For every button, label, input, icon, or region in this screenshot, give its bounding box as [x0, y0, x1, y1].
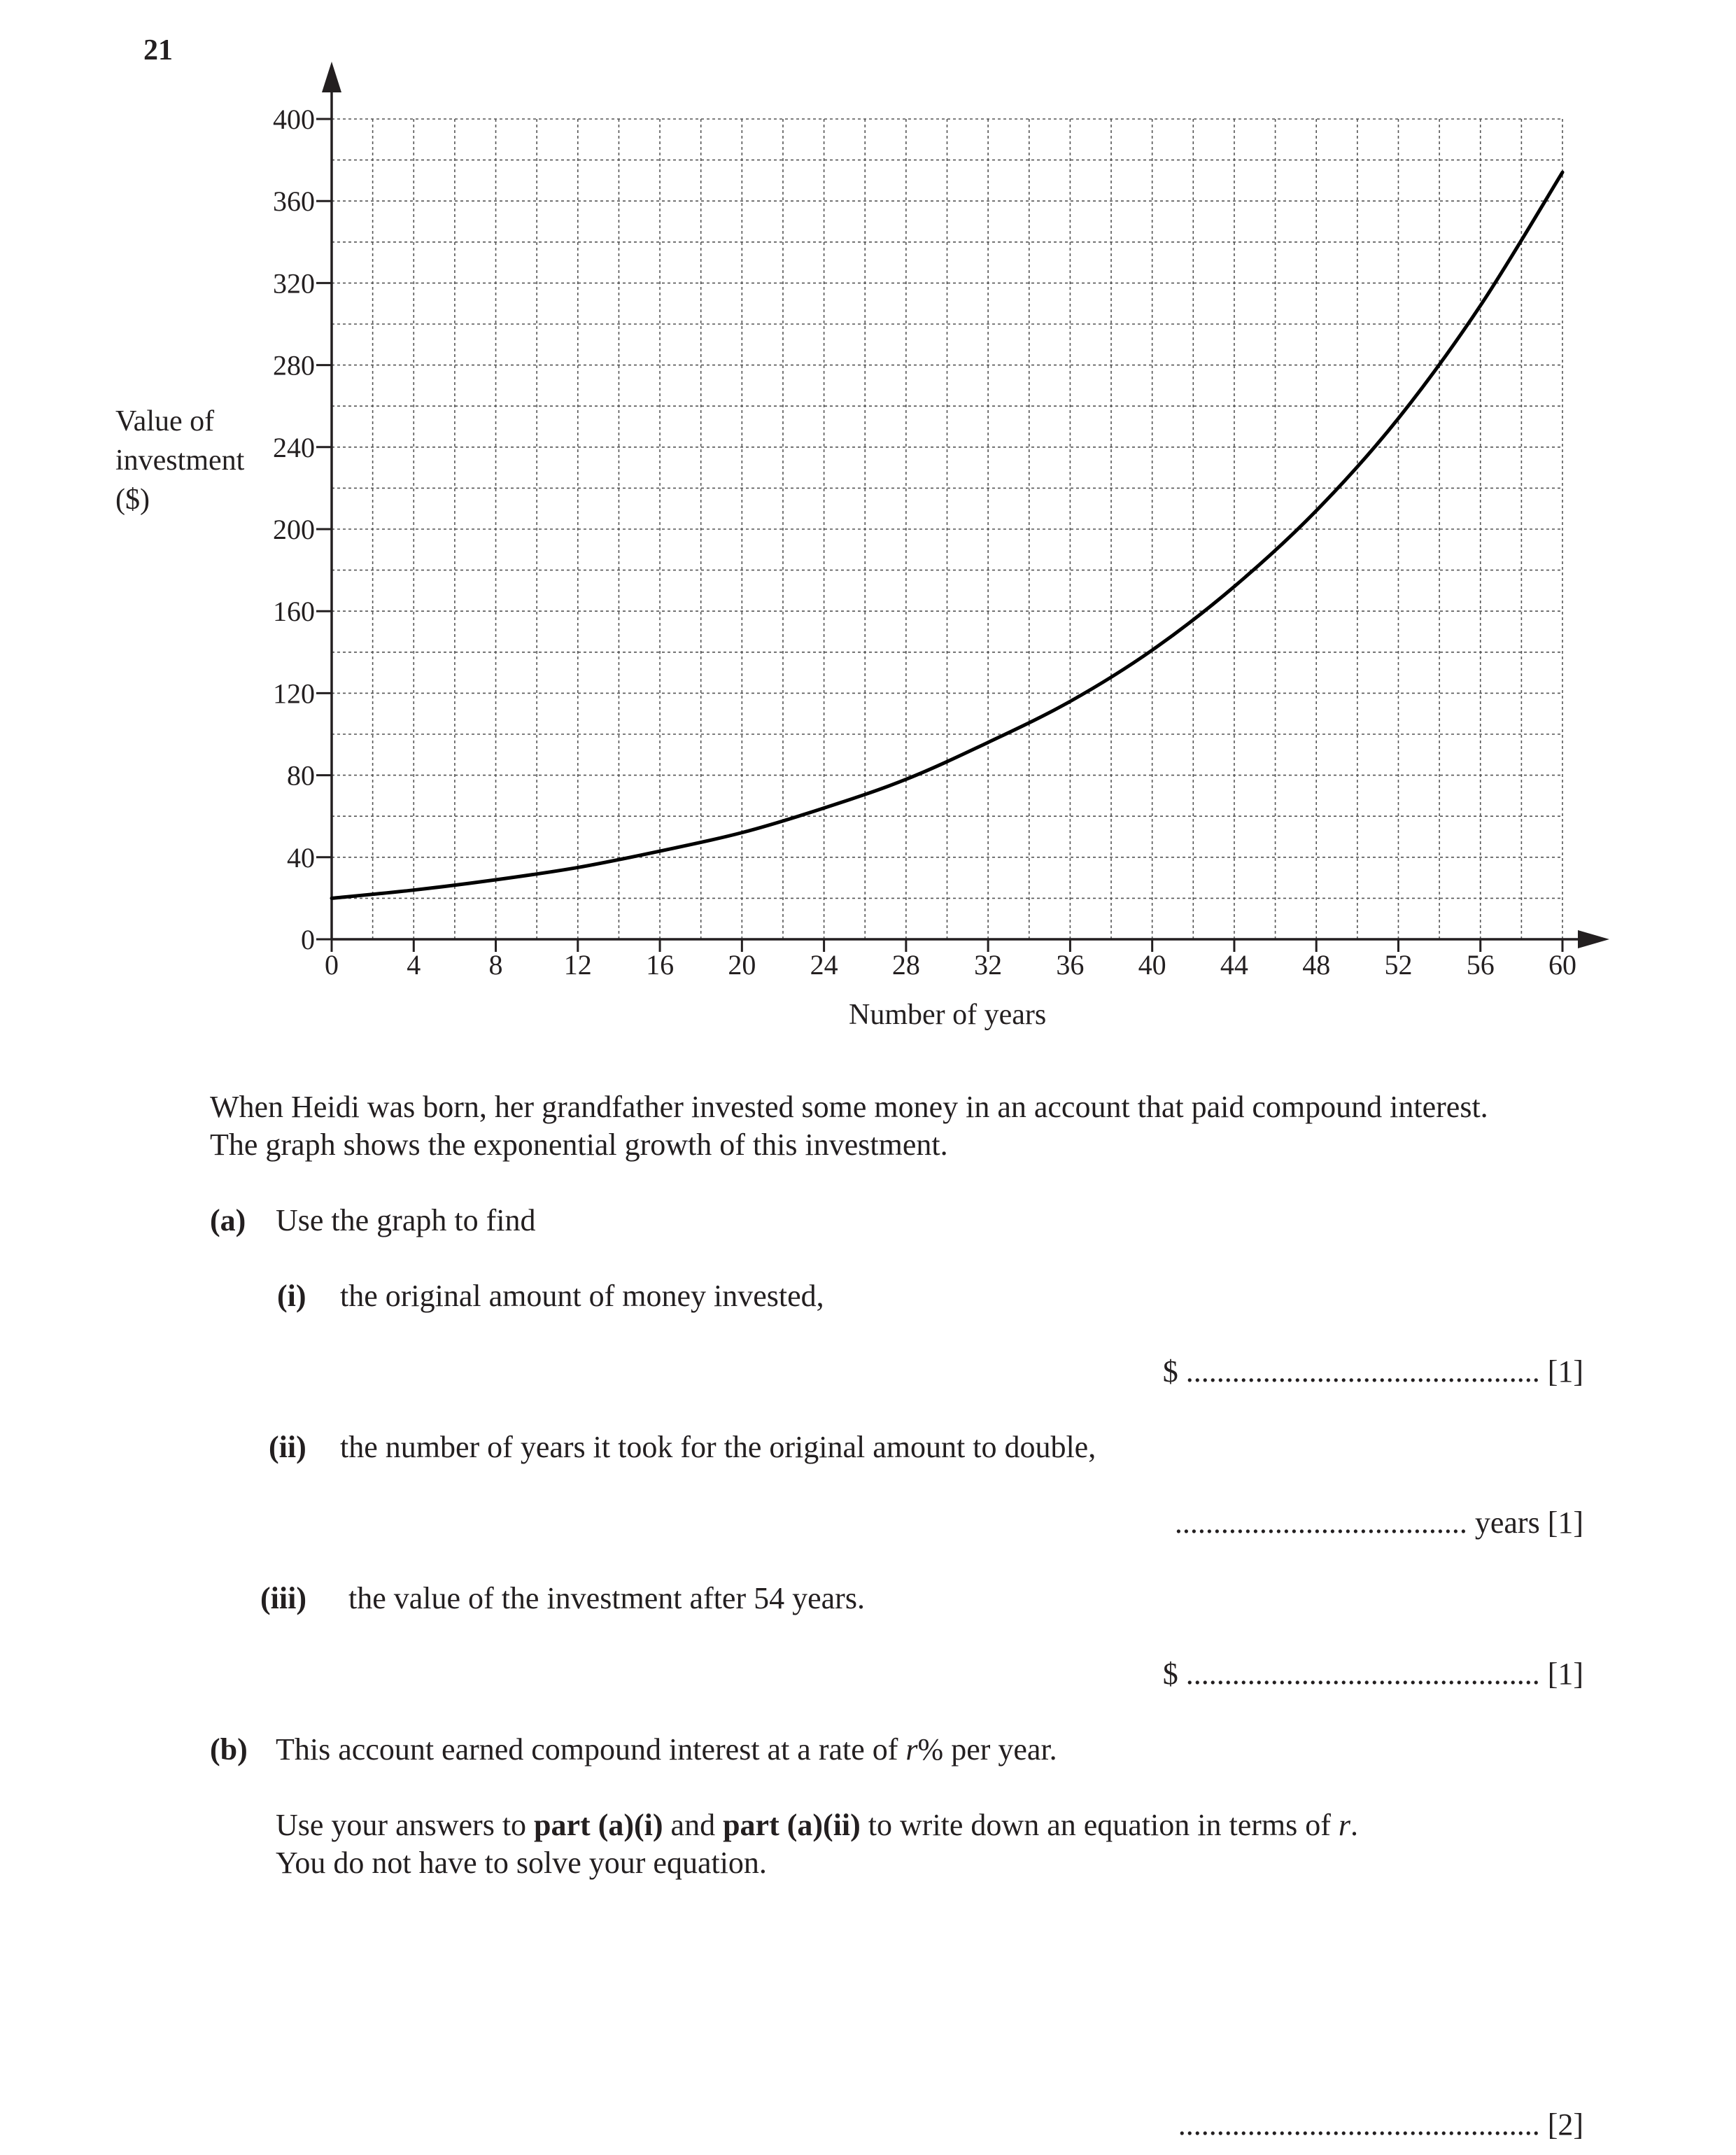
y-axis-label-line: investment: [115, 444, 245, 477]
part-a-iii-label: (iii): [260, 1581, 306, 1615]
part-a-i-text: the original amount of money invested,: [340, 1279, 824, 1313]
intro-line: The graph shows the exponential growth of this investment.: [210, 1128, 948, 1162]
investment-growth-chart: [0, 0, 1736, 1064]
y-axis-arrow-icon: [322, 62, 341, 92]
y-tick-label: 40: [287, 841, 315, 873]
part-b-line2-mid: and: [663, 1808, 724, 1842]
part-b-line2-post: to write down an equation in terms of: [860, 1808, 1339, 1842]
part-b-label: (b): [210, 1732, 248, 1767]
y-tick-label: 360: [273, 185, 315, 218]
intro-line: When Heidi was born, her grandfather invested some money in an account that paid compound interest.: [210, 1090, 1488, 1124]
answer-line-a-i[interactable]: $ .............................................. [1]: [1162, 1354, 1583, 1389]
y-tick-label: 240: [273, 431, 315, 463]
x-tick-label: 48: [1302, 949, 1331, 981]
x-tick-label: 56: [1466, 949, 1495, 981]
x-tick-label: 20: [728, 949, 756, 981]
y-tick-label: 280: [273, 349, 315, 381]
y-tick-label: 80: [287, 759, 315, 792]
x-tick-label: 32: [974, 949, 1003, 981]
answer-line-b[interactable]: ............................................... [2]: [1178, 2107, 1583, 2142]
y-tick-label: 0: [301, 924, 315, 955]
y-axis-label-line: ($): [115, 484, 150, 516]
y-tick-label: 400: [273, 104, 315, 135]
part-a-label: (a): [210, 1203, 246, 1237]
y-axis-label: [115, 402, 244, 519]
rate-variable: r: [1338, 1808, 1350, 1842]
y-axis-label-line: Value of: [115, 405, 215, 437]
x-tick-label: 12: [563, 949, 592, 981]
y-tick-label: 200: [273, 514, 315, 545]
part-b-line1-post: % per year.: [917, 1732, 1057, 1767]
part-a-ii-label: (ii): [269, 1430, 306, 1464]
part-a-i-label: (i): [277, 1279, 306, 1313]
rate-variable: r: [905, 1732, 918, 1767]
part-a-iii-text: the value of the investment after 54 years.: [348, 1581, 865, 1615]
part-a-text: Use the graph to find: [276, 1203, 536, 1237]
part-b-line1-pre: This account earned compound interest at a rate of: [276, 1732, 906, 1767]
x-tick-label: 8: [488, 949, 503, 981]
part-b-line2-end: .: [1350, 1808, 1358, 1842]
x-tick-label: 40: [1138, 949, 1166, 981]
y-tick-label: 160: [273, 596, 315, 628]
part-a-ii-text: the number of years it took for the original amount to double,: [340, 1430, 1096, 1464]
x-axis-arrow-icon: [1578, 930, 1609, 948]
part-ref-a-ii: part (a)(ii): [723, 1808, 861, 1842]
part-ref-a-i: part (a)(i): [534, 1808, 663, 1842]
x-tick-label: 52: [1384, 949, 1413, 981]
x-tick-label: 24: [810, 949, 838, 981]
part-b-line1: [276, 1732, 1057, 1767]
answer-line-a-ii[interactable]: ...................................... years [1]: [1174, 1505, 1583, 1540]
x-tick-label: 44: [1220, 949, 1248, 981]
answer-line-a-iii[interactable]: $ .............................................. [1]: [1162, 1657, 1583, 1691]
x-tick-label: 0: [325, 949, 339, 981]
x-tick-label: 4: [407, 949, 421, 981]
question-number: 21: [143, 34, 173, 66]
part-b-line2-pre: Use your answers to: [276, 1808, 535, 1842]
x-axis-label: Number of years: [849, 999, 1047, 1031]
x-tick-label: 16: [646, 949, 675, 981]
x-tick-label: 36: [1056, 949, 1085, 981]
x-tick-label: 28: [891, 949, 920, 981]
part-b-line3: You do not have to solve your equation.: [276, 1846, 767, 1880]
y-tick-label: 120: [273, 678, 315, 710]
y-tick-label: 320: [273, 267, 315, 300]
x-tick-label: 60: [1548, 949, 1576, 981]
part-b-line2: [276, 1807, 1358, 1843]
